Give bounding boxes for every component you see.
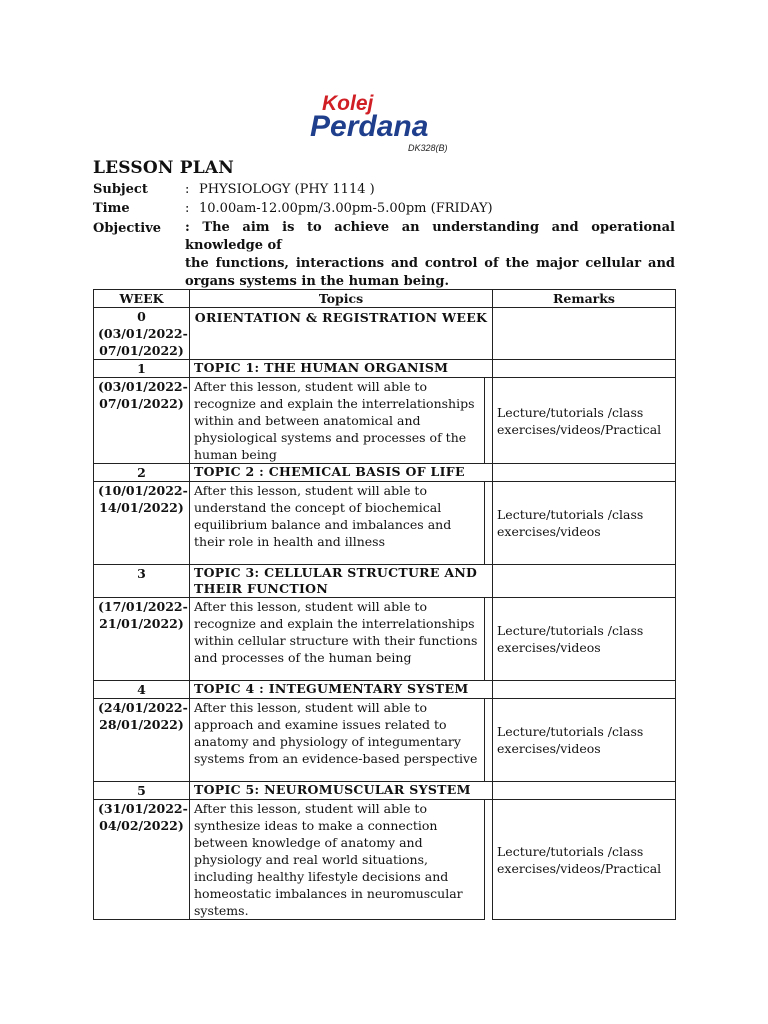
topic-title: ORIENTATION & REGISTRATION WEEK xyxy=(190,308,493,360)
topic-description: After this lesson, student will able to approach and examine issues related to anatomy and physiology of integumentary systems from an evidence-based perspective xyxy=(190,699,485,782)
lesson-table xyxy=(93,289,676,920)
table-row xyxy=(94,308,676,360)
table-row xyxy=(94,464,676,482)
remarks-cell: Lecture/tutorials /class exercises/videos/Practical xyxy=(493,378,676,464)
time-colon: : xyxy=(185,201,190,216)
header-week: WEEK xyxy=(94,290,190,308)
remarks-header-blank xyxy=(493,681,676,699)
week-dates: (03/01/2022-07/01/2022) xyxy=(94,378,190,464)
logo-line1: Kolej xyxy=(322,92,374,115)
objective-label: Objective xyxy=(93,221,162,236)
topic-title: TOPIC 1: THE HUMAN ORGANISM xyxy=(190,360,493,378)
objective-line1: : The aim is to achieve an understanding and operational knowledge of xyxy=(185,220,675,253)
column-gap xyxy=(485,598,493,681)
topic-title: TOPIC 3: CELLULAR STRUCTURE AND THEIR FUNCTION xyxy=(190,565,493,598)
header-topics: Topics xyxy=(190,290,493,308)
remarks-cell xyxy=(493,308,676,360)
topic-title: TOPIC 5: NEUROMUSCULAR SYSTEM xyxy=(190,782,493,800)
objective-row xyxy=(93,219,675,255)
week-dates: (17/01/2022-21/01/2022) xyxy=(94,598,190,681)
header-remarks: Remarks xyxy=(493,290,676,308)
remarks-header-blank xyxy=(493,565,676,598)
column-gap xyxy=(485,482,493,565)
table-row xyxy=(94,598,676,681)
course-info xyxy=(93,180,675,291)
page-title: LESSON PLAN xyxy=(93,158,235,178)
column-gap xyxy=(485,800,493,920)
logo-line2: Perdana xyxy=(310,110,429,143)
table-row xyxy=(94,681,676,699)
week-number: 4 xyxy=(94,681,190,699)
week-cell xyxy=(94,308,190,360)
table-header-row xyxy=(94,290,676,308)
subject-value: PHYSIOLOGY (PHY 1114 ) xyxy=(199,182,375,197)
time-value: 10.00am-12.00pm/3.00pm-5.00pm (FRIDAY) xyxy=(199,201,493,216)
kolej-perdana-logo xyxy=(308,88,468,154)
objective-text: the functions, interactions and control of the major cellular and organs systems in the human being. xyxy=(185,256,675,289)
week-number: 1 xyxy=(94,360,190,378)
week-number: 5 xyxy=(94,782,190,800)
subject-label: Subject xyxy=(93,182,148,197)
week-dates: (24/01/2022-28/01/2022) xyxy=(94,699,190,782)
remarks-header-blank xyxy=(493,464,676,482)
week-dates: (10/01/2022-14/01/2022) xyxy=(94,482,190,565)
table-row xyxy=(94,565,676,598)
topic-title: TOPIC 4 : INTEGUMENTARY SYSTEM xyxy=(190,681,493,699)
column-gap xyxy=(485,699,493,782)
topic-description: After this lesson, student will able to synthesize ideas to make a connection between knowledge of anatomy and physiology and real world situations, including healthy lifestyle decisions and homeostatic imbalances in neuromuscular systems. xyxy=(190,800,485,920)
remarks-cell: Lecture/tutorials /class exercises/videos xyxy=(493,482,676,565)
topic-description: After this lesson, student will able to understand the concept of biochemical equilibrium balance and imbalances and their role in health and illness xyxy=(190,482,485,565)
remarks-header-blank xyxy=(493,360,676,378)
time-label: Time xyxy=(93,201,130,216)
week-dates: (31/01/2022-04/02/2022) xyxy=(94,800,190,920)
remarks-cell: Lecture/tutorials /class exercises/videos xyxy=(493,699,676,782)
remarks-header-blank xyxy=(493,782,676,800)
logo-code: DK328(B) xyxy=(408,143,448,153)
week-number: 3 xyxy=(94,565,190,598)
remarks-cell: Lecture/tutorials /class exercises/videos/Practical xyxy=(493,800,676,920)
subject-row xyxy=(93,180,675,199)
week-number: 0 xyxy=(137,309,146,324)
table-row xyxy=(94,482,676,565)
table-row xyxy=(94,699,676,782)
subject-colon: : xyxy=(185,182,190,197)
topic-description: After this lesson, student will able to recognize and explain the interrelationships within cellular structure with their functions and processes of the human being xyxy=(190,598,485,681)
time-row xyxy=(93,199,675,218)
topic-title: TOPIC 2 : CHEMICAL BASIS OF LIFE xyxy=(190,464,493,482)
week-dates: (03/01/2022-07/01/2022) xyxy=(98,326,188,358)
remarks-cell: Lecture/tutorials /class exercises/videos xyxy=(493,598,676,681)
column-gap xyxy=(485,378,493,464)
topic-description: After this lesson, student will able to recognize and explain the interrelationships within and between anatomical and physiological systems and processes of the human being xyxy=(190,378,485,464)
table-row xyxy=(94,378,676,464)
week-number: 2 xyxy=(94,464,190,482)
table-row xyxy=(94,800,676,920)
table-row xyxy=(94,782,676,800)
table-row xyxy=(94,360,676,378)
